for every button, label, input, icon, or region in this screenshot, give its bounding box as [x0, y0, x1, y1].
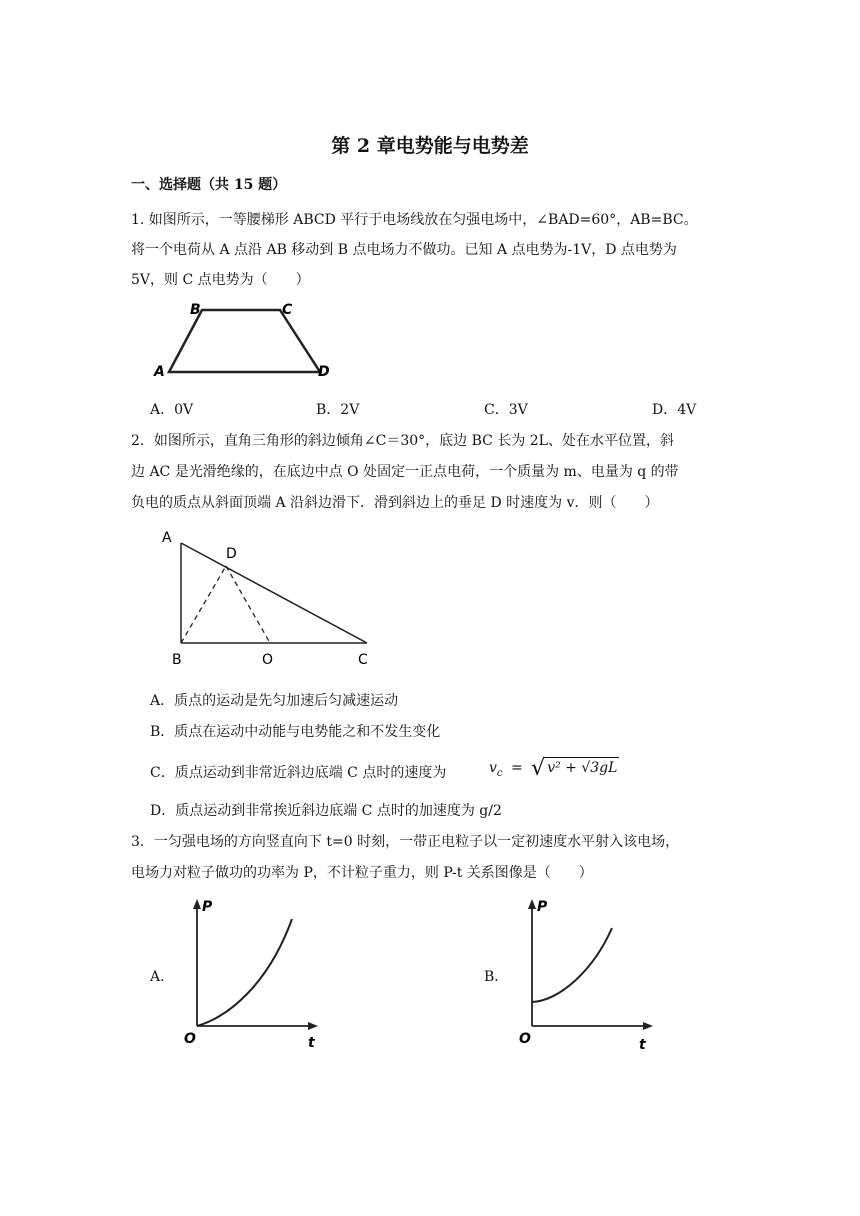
graph-a-origin-label: O: [184, 1031, 196, 1047]
label-O: O: [262, 652, 274, 668]
label-D: D: [226, 546, 237, 562]
q1-option-d[interactable]: D．4V: [652, 402, 697, 418]
q1-option-c[interactable]: C．3V: [484, 402, 528, 418]
graph-b-y-label: P: [537, 899, 548, 915]
graph-a-y-label: P: [202, 899, 213, 915]
sqrt-icon: √: [531, 756, 546, 781]
section-heading: 一、选择题（共 15 题）: [131, 177, 287, 193]
q2-line-1: 2．如图所示，直角三角形的斜边倾角∠C＝30°，底边 BC 长为 2L、处在水平位置，斜: [131, 433, 674, 449]
label-A: A: [162, 530, 172, 546]
q2-option-d[interactable]: D．质点运动到非常挨近斜边底端 C 点时的加速度为 g/2: [150, 803, 502, 819]
graph-a-x-arrow-icon: [308, 1022, 318, 1030]
velocity-formula: [489, 756, 619, 784]
label-B: B: [190, 302, 201, 318]
graph-b-y-arrow-icon: [528, 899, 536, 909]
graph-a-curve: [197, 919, 292, 1026]
trapezoid-figure: [150, 298, 340, 384]
graph-b: [515, 893, 665, 1053]
label-B: B: [172, 652, 182, 668]
q3-option-b[interactable]: B．: [484, 969, 509, 985]
q1-option-a[interactable]: A．0V: [150, 402, 194, 418]
q3-option-a[interactable]: A．: [150, 969, 175, 985]
graph-a: [180, 893, 330, 1053]
graph-b-x-arrow-icon: [643, 1022, 653, 1030]
dash-bd: [181, 566, 226, 643]
graph-a-y-arrow-icon: [193, 899, 201, 909]
graph-b-origin-label: O: [519, 1031, 531, 1047]
graph-a-x-label: t: [308, 1035, 315, 1051]
page-title: 第 2 章电势能与电势差: [331, 135, 529, 157]
q2-option-c[interactable]: C．质点运动到非常近斜边底端 C 点时的速度为: [150, 765, 447, 781]
label-C: C: [358, 652, 368, 668]
formula-equals: =: [510, 760, 523, 776]
formula-v: v: [489, 760, 497, 776]
q1-line-1: 1. 如图所示，一等腰梯形 ABCD 平行于电场线放在匀强电场中，∠BAD=60°，AB=BC。: [131, 212, 698, 228]
label-D: D: [318, 364, 330, 380]
formula-sub: c: [496, 767, 503, 779]
label-C: C: [282, 302, 293, 318]
trapezoid-shape: [169, 310, 320, 372]
q2-line-2: 边 AC 是光滑绝缘的，在底边中点 O 处固定一正点电荷，一个质量为 m、电量为 q 的带: [131, 464, 679, 480]
formula-radicand: v² + √3gL: [545, 757, 619, 776]
q2-option-b[interactable]: B．质点在运动中动能与电势能之和不发生变化: [150, 724, 441, 740]
q1-option-b[interactable]: B．2V: [316, 402, 360, 418]
q1-line-2: 将一个电荷从 A 点沿 AB 移动到 B 点电场力不做功。已知 A 点电势为-1V，D 点电势为: [131, 242, 677, 258]
dash-do: [226, 566, 270, 643]
q1-line-3: 5V，则 C 点电势为（ ）: [131, 272, 310, 288]
q3-line-2: 电场力对粒子做功的功率为 P，不计粒子重力，则 P-t 关系图像是（ ）: [131, 865, 593, 881]
graph-b-curve: [532, 928, 612, 1002]
side-ac: [181, 543, 367, 643]
graph-b-x-label: t: [639, 1037, 646, 1053]
q2-option-a[interactable]: A．质点的运动是先匀加速后匀减速运动: [150, 693, 399, 709]
label-A: A: [154, 364, 165, 380]
q3-line-1: 3．一匀强电场的方向竖直向下 t=0 时刻，一带正电粒子以一定初速度水平射入该电场，: [131, 834, 680, 850]
q2-line-3: 负电的质点从斜面顶端 A 沿斜边滑下．滑到斜边上的垂足 D 时速度为 v．则（ ）: [131, 495, 659, 511]
triangle-figure: [150, 524, 390, 669]
